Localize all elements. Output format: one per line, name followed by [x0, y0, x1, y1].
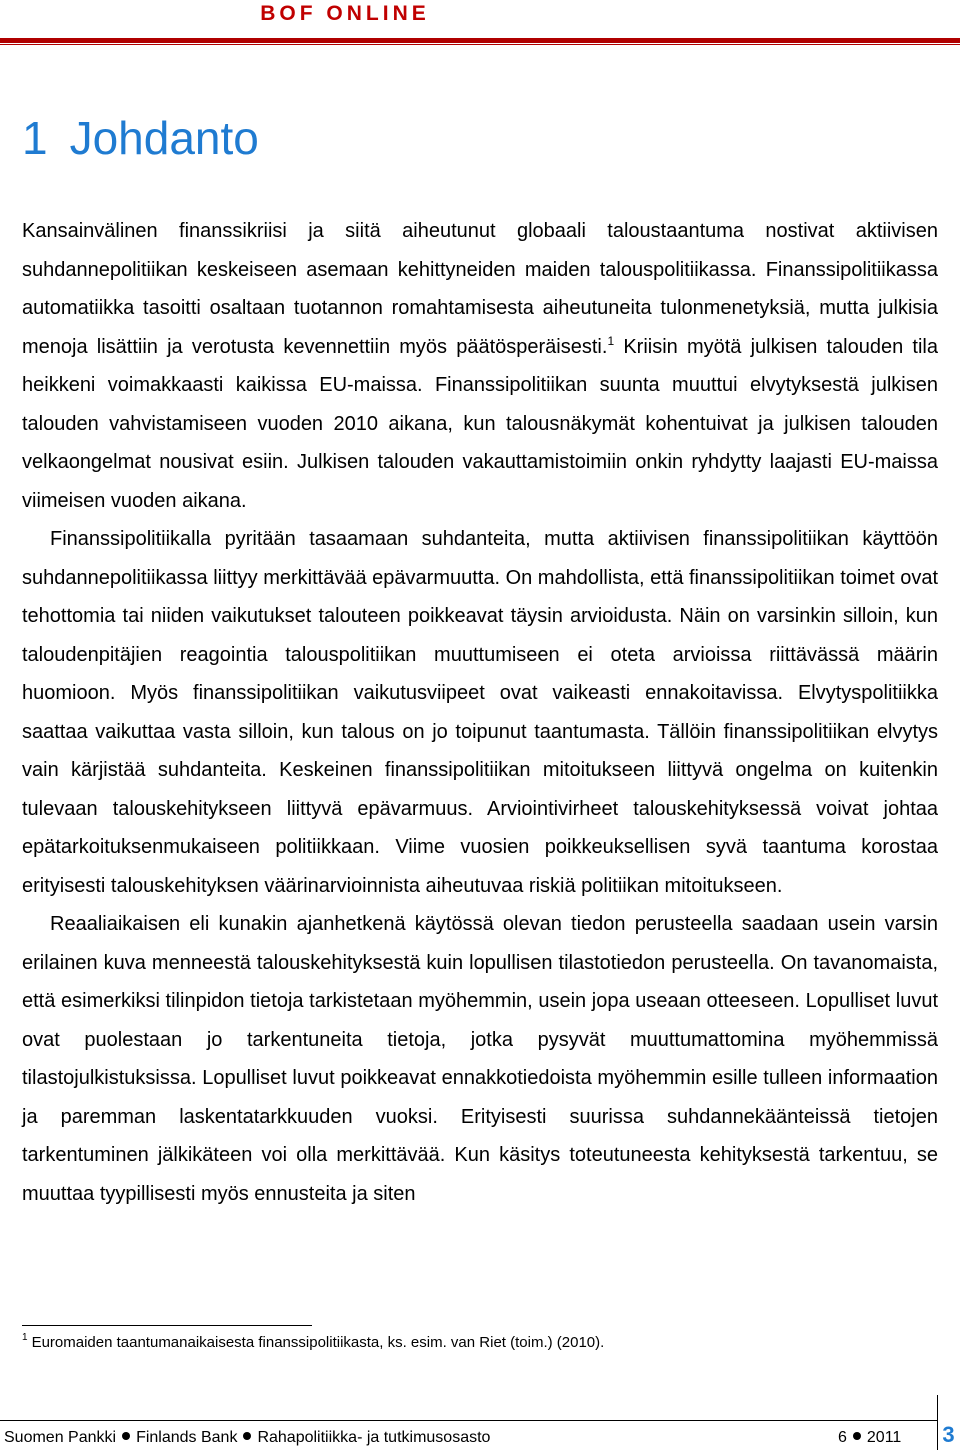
footnote-reference[interactable]: 1 — [607, 333, 615, 348]
footnote-number: 1 — [22, 1332, 28, 1343]
footer-org-fi: Suomen Pankki — [4, 1429, 117, 1446]
footer-series: Rahapolitiikka- ja tutkimusosasto — [257, 1429, 491, 1446]
publication-title: BOF ONLINE — [260, 2, 430, 25]
footer-issue-number: 6 — [838, 1429, 847, 1446]
page-footer — [4, 1428, 904, 1448]
chapter-number: 1 — [22, 112, 48, 164]
footer-issue — [838, 1428, 901, 1448]
header-rule — [0, 38, 960, 43]
paragraph-1 — [22, 212, 938, 520]
paragraph-2: Finanssipolitiikalla pyritään tasaamaan suhdanteita, mutta aktiivisen finanssipolitiikan käyttöön suhdannepolitiikassa liittyy merkittävää epävarmuutta. On mahdollista, että finanssipolitiikan toimet ovat tehottomia tai niiden vaikutukset talouteen poikkeavat täysin arvioidusta. Näin on varsinkin silloin, kun taloudenpitäjien reagointia talouspolitiikan muuttumiseen ei oteta arvioissa riittävässä määrin huomioon. Myös finanssipolitiikan vaikutusviipeet ovat vaikeasti ennakoitavissa. Elvytyspolitiikka saattaa vaikuttaa vasta silloin, kun talous on jo toipunut taantumasta. Tällöin finanssipolitiikan elvytys vain kärjistää suhdanteita. Keskeinen finanssipolitiikan mitoitukseen liittyvä ongelma on kuitenkin tulevaan talouskehitykseen liittyvä epävarmuus. Arviointivirheet talouskehityksessä voivat johtaa epätarkoituksenmukaiseen politiikkaan. Viime vuosien poikkeuksellisen syvä taantuma korostaa erityisesti talouskehityksen väärinarvioinnista aiheutuvaa riskiä politiikan mitoitukseen. — [22, 528, 939, 897]
chapter-title: Johdanto — [69, 112, 259, 164]
paragraph-3: Reaaliaikaisen eli kunakin ajanhetkenä käytössä olevan tiedon perusteella saadaan usein varsin erilainen kuva menneestä talouskehityksestä kuin lopullisen tilastotiedon perusteella. On tavanomaista, että esimerkiksi tilinpidon tietoja tarkistetaan myöhemmin, usein jopa useaan otteeseen. Lopulliset luvut ovat puolestaan jo tarkentuneita tietoja, jotka pysyvät muuttumattomina myöhemmissä tilastojulkistuksissa. Lopulliset luvut poikkeavat ennakkotiedoista myöhemmin esille tulleen informaation ja paremman laskentatarkkuuden vuoksi. Erityisesti suurissa suhdannekäänteissä tietojen tarkentuminen jälkikäteen voi olla merkittävää. Kun käsitys toteutuneesta kehityksestä tarkentuu, se muuttaa tyypillisesti myös ennusteita ja siten — [22, 913, 938, 1205]
bullet-icon — [853, 1432, 861, 1440]
footer-rule — [0, 1420, 937, 1421]
paragraph-1-part-1: Kansainvälinen finanssikriisi ja siitä aiheutunut globaali taloustaantuma nostivat aktiivisen suhdannepolitiikan keskeiseen asemaan kehittyneiden maiden talouspolitiikassa. Finanssipolitiikassa automatiikka tasoitti osaltaan tuotannon romahtamisesta aiheutuneita tulonmenetyksiä, mutta julkisia menoja lisättiin ja verotusta kevennettiin myös päätösperäisesti. — [22, 220, 938, 358]
footnote — [22, 1332, 922, 1354]
chapter-heading — [22, 110, 259, 166]
footer-year: 2011 — [866, 1429, 902, 1446]
page-header — [0, 0, 960, 30]
footnote-text: Euromaiden taantumanaikaisesta finanssipolitiikasta, ks. esim. van Riet (toim.) (2010). — [31, 1334, 605, 1351]
footnote-divider — [22, 1325, 312, 1326]
body-text — [22, 212, 938, 1213]
header-rule-thin — [0, 44, 960, 45]
paragraph-1-part-2: Kriisin myötä julkisen talouden tila heikkeni voimakkaasti kaikissa EU-maissa. Finanssipolitiikan suunta muuttui elvytyksestä julkisen talouden vahvistamiseen vuoden 2010 aikana, kun talousnäkymät kohentuivat ja julkisen talouden velkaongelmat nousivat esiin. Julkisen talouden vakauttamistoimiin onkin ryhdytty laajasti EU-maissa viimeisen vuoden aikana. — [22, 335, 939, 512]
bullet-icon — [122, 1432, 130, 1440]
bullet-icon — [243, 1432, 251, 1440]
page-number: 3 — [942, 1422, 955, 1447]
footer-org-sv: Finlands Bank — [136, 1429, 238, 1446]
